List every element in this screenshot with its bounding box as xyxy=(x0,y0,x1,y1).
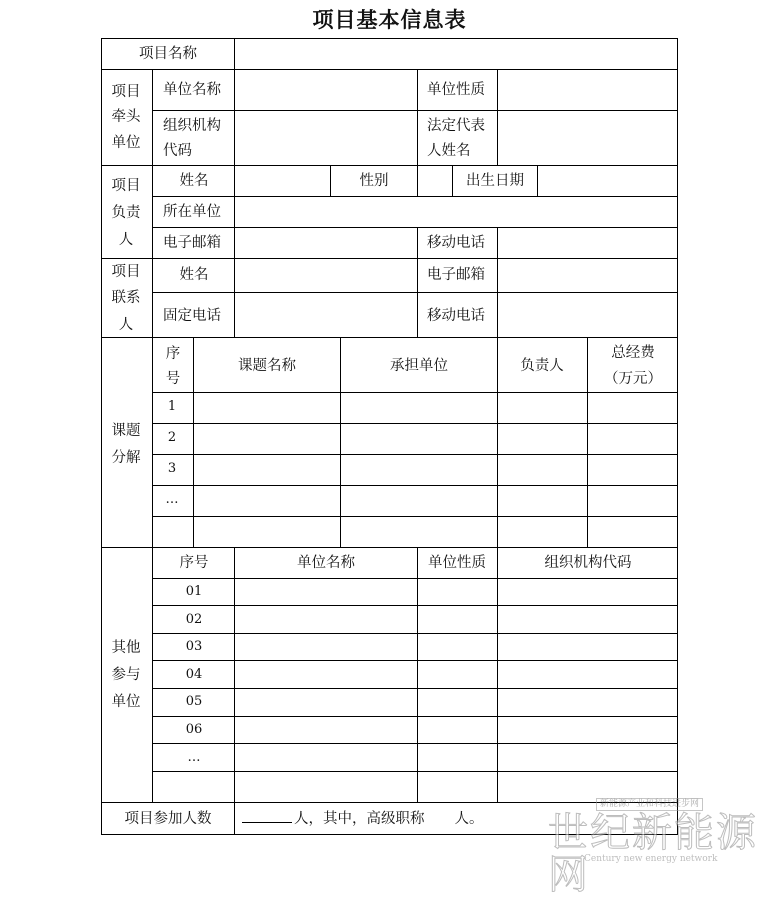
subtopics-label-2: 分解 xyxy=(111,450,141,466)
other-row-seq: 05 xyxy=(185,694,203,709)
subtopic-row-seq: … xyxy=(165,492,179,507)
watermark-top-text: 新能源产业和科技进步网 xyxy=(596,798,703,811)
other-units-label-3: 单位 xyxy=(111,694,141,710)
leader-name-label: 姓名 xyxy=(179,173,209,189)
watermark-sub-text: Century new energy network xyxy=(584,854,718,864)
participants-label: 项目参加人数 xyxy=(124,811,212,827)
project-name-label: 项目名称 xyxy=(139,46,197,62)
subtopic-name-header: 课题名称 xyxy=(238,358,296,374)
participants-sentence xyxy=(242,810,484,828)
contact-email-label: 电子邮箱 xyxy=(427,267,485,283)
lead-unit-label-3: 单位 xyxy=(111,135,141,151)
participants-count-blank[interactable] xyxy=(242,810,292,823)
other-units-label-2: 参与 xyxy=(111,667,141,683)
contact-name-label: 姓名 xyxy=(179,267,209,283)
subtopic-seq-header-1: 序 xyxy=(165,346,181,362)
participants-text-2: 人。 xyxy=(454,811,484,827)
leader-label-3: 人 xyxy=(118,232,134,248)
subtopic-leader-header: 负责人 xyxy=(520,358,564,374)
contact-mobile-label: 移动电话 xyxy=(427,308,485,324)
other-unit-nature-header: 单位性质 xyxy=(428,555,486,571)
other-row-seq: 06 xyxy=(185,722,203,737)
unit-nature-label: 单位性质 xyxy=(427,82,485,98)
other-row-seq: 01 xyxy=(185,584,203,599)
leader-birth-date-label: 出生日期 xyxy=(466,173,524,189)
participants-text-1: 人，其中，高级职称 xyxy=(294,811,425,827)
page-title: 项目基本信息表 xyxy=(312,8,467,32)
lead-unit-label-1: 项目 xyxy=(111,84,141,100)
other-row-seq: … xyxy=(187,750,201,765)
leader-email-label: 电子邮箱 xyxy=(163,235,221,251)
subtopic-undertaker-header: 承担单位 xyxy=(390,358,448,374)
org-code-label-2: 代码 xyxy=(163,143,192,159)
leader-label-1: 项目 xyxy=(111,178,141,194)
lead-unit-label-2: 牵头 xyxy=(111,109,141,125)
other-seq-header: 序号 xyxy=(179,555,209,571)
subtopic-seq-header-2: 号 xyxy=(165,371,181,387)
other-org-code-header: 组织机构代码 xyxy=(544,555,632,571)
other-row-seq: 02 xyxy=(185,612,203,627)
contact-landline-label: 固定电话 xyxy=(163,308,221,324)
other-row-seq: 03 xyxy=(185,639,203,654)
leader-mobile-label: 移动电话 xyxy=(427,235,485,251)
contact-label-2: 联系 xyxy=(111,290,141,306)
subtopic-row-seq: 2 xyxy=(167,430,177,445)
watermark-logo xyxy=(548,798,773,898)
subtopic-funding-header-2: （万元） xyxy=(604,371,662,387)
subtopic-row-seq: 1 xyxy=(167,399,177,414)
unit-name-label: 单位名称 xyxy=(163,82,221,98)
contact-label-1: 项目 xyxy=(111,264,141,280)
leader-gender-label: 性别 xyxy=(359,173,389,189)
other-unit-name-header: 单位名称 xyxy=(297,555,355,571)
legal-rep-label-1: 法定代表 xyxy=(427,118,485,134)
watermark-main-text: 世纪新能源网 xyxy=(548,810,758,898)
org-code-label-1: 组织机构 xyxy=(163,118,221,134)
leader-label-2: 负责 xyxy=(111,205,141,221)
legal-rep-label-2: 人姓名 xyxy=(427,143,471,159)
other-row-seq: 04 xyxy=(185,667,203,682)
subtopic-row-seq: 3 xyxy=(167,461,177,476)
contact-label-3: 人 xyxy=(118,317,134,333)
other-units-label-1: 其他 xyxy=(111,640,141,656)
leader-work-unit-label: 所在单位 xyxy=(163,204,221,220)
subtopic-funding-header-1: 总经费 xyxy=(611,345,655,361)
subtopics-label-1: 课题 xyxy=(111,423,141,439)
